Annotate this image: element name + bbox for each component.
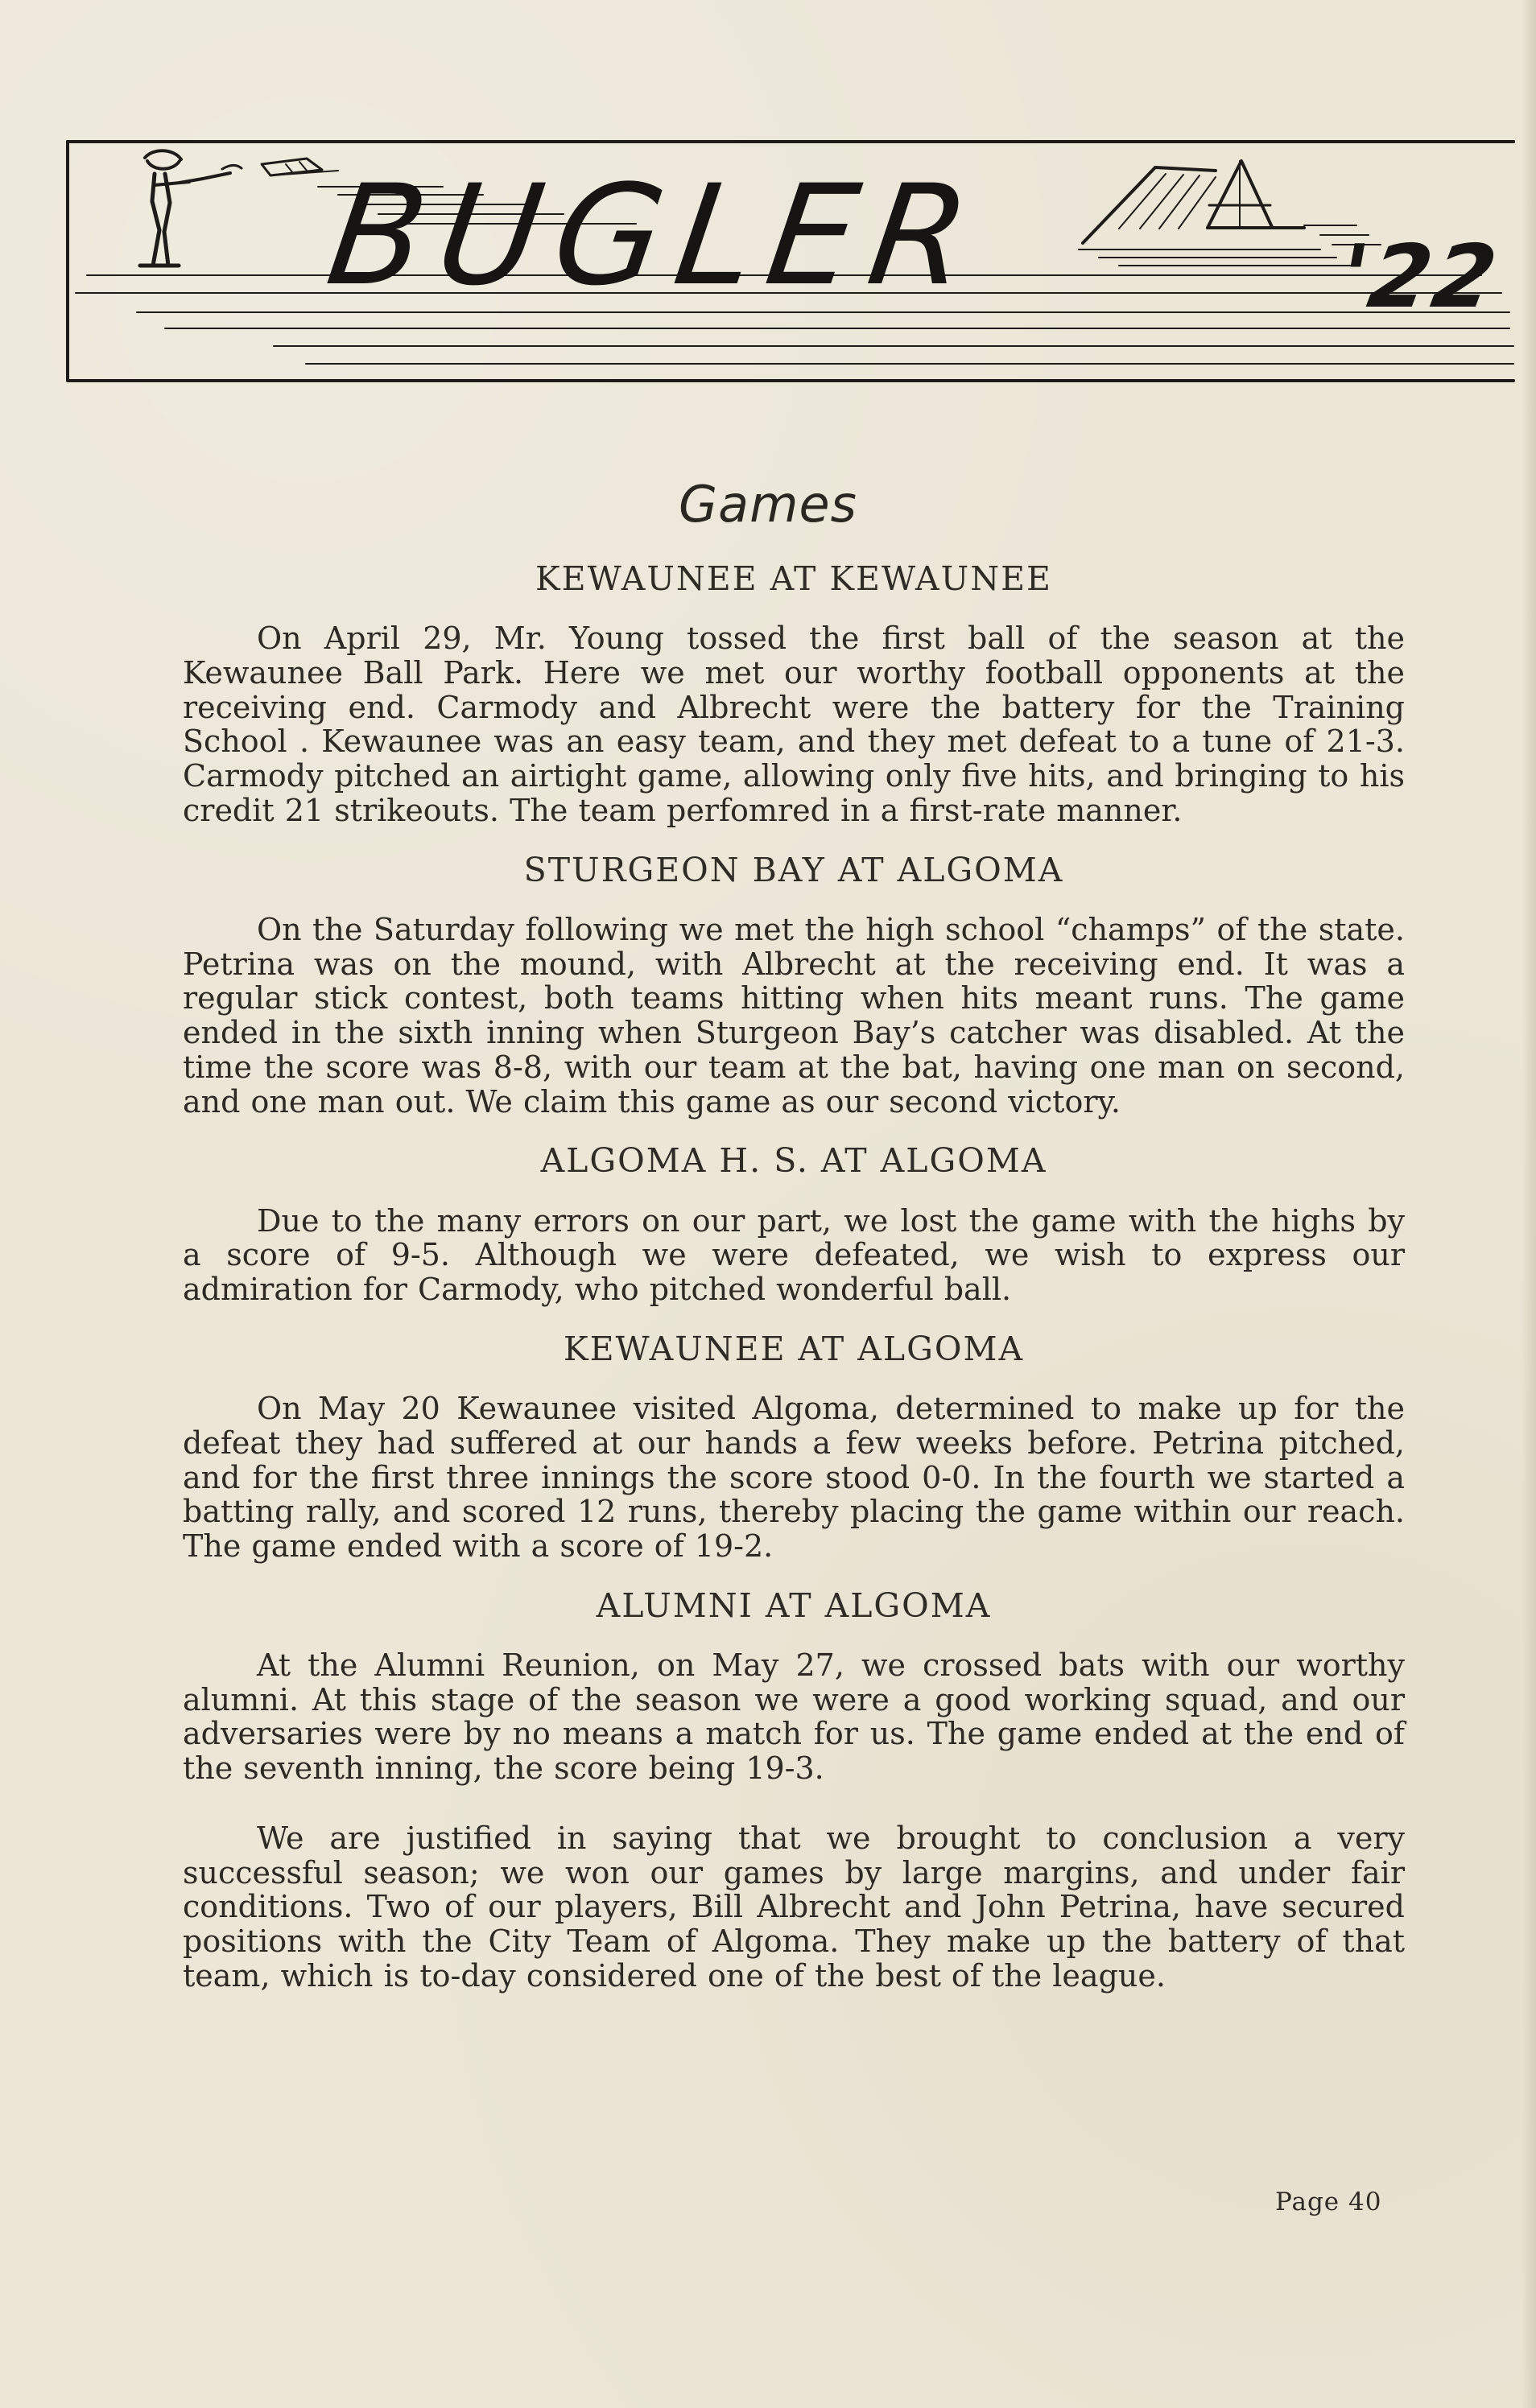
game-heading-kewaunee-at-kewaunee: KEWAUNEE AT KEWAUNEE <box>535 559 1052 598</box>
masthead-year: '22 <box>1331 227 1507 328</box>
game-paragraph-kewaunee-at-algoma: On May 20 Kewaunee visited Algoma, determined to make up for the defeat they had suffered at our hands a few weeks before. Petrina pitched, and for the first three innings the score stood 0-0. In the fourth we started a batting rally, and scored 12 runs, thereby placing the game within our reach. The game ended with a score of 19-2. <box>183 1391 1405 1564</box>
game-heading-sturgeon-bay-at-algoma: STURGEON BAY AT ALGOMA <box>523 850 1064 889</box>
game-heading-alumni-at-algoma: ALUMNI AT ALGOMA <box>596 1585 992 1625</box>
section-title: Games <box>679 475 857 534</box>
game-heading-kewaunee-at-algoma: KEWAUNEE AT ALGOMA <box>563 1329 1025 1368</box>
game-paragraph-sturgeon-bay-at-algoma: On the Saturday following we met the high school “champs” of the state. Petrina was on the mound, with Albrecht at the receiving end. It was a regular stick contest, both teams hitting when hits meant runs. The game ended in the sixth inning when Sturgeon Bay’s catcher was disabled. At the time the score was 8-8, with our team at the bat, having one man on second, and one man out. We claim this game as our second victory. <box>183 911 1405 1119</box>
page-edge-shadow <box>1522 0 1536 2408</box>
article-content <box>183 559 1405 1994</box>
page-number: Page 40 <box>1275 2187 1382 2216</box>
masthead-title: BUGLER <box>318 155 993 316</box>
game-heading-algoma-hs-at-algoma: ALGOMA H. S. AT ALGOMA <box>540 1141 1047 1181</box>
season-summary-paragraph: We are justified in saying that we brought to conclusion a very successful season; we won our games by large margins, and under fair conditions. Two of our players, Bill Albrecht and John Petrina, have secured positions with the City Team of Algoma. They make up the battery of that team, which is to-day considered one of the best of the league. <box>183 1820 1405 1994</box>
masthead-illustration <box>64 129 1522 390</box>
game-paragraph-algoma-hs-at-algoma: Due to the many errors on our part, we lost the game with the highs by a score of 9-5. Although we were defeated, we wish to express our admiration for Carmody, who pitched wonderful ball. <box>183 1202 1405 1308</box>
game-paragraph-alumni-at-algoma: At the Alumni Reunion, on May 27, we crossed bats with our worthy alumni. At this stage of the season we were a good working squad, and our adversaries were by no means a match for us. The game ended at the end of the seventh inning, the score being 19-3. <box>183 1647 1405 1787</box>
game-paragraph-kewaunee-at-kewaunee: On April 29, Mr. Young tossed the first ball of the season at the Kewaunee Ball Park. Here we met our worthy football opponents at the receiving end. Carmody and Albrecht were the battery for the Training School . Kewaunee was an easy team, and they met defeat to a tune of 21-3. Carmody pitched an airtight game, allowing only five hits, and bringing to his credit 21 strikeouts. The team perfomred in a first-rate manner. <box>183 621 1405 828</box>
